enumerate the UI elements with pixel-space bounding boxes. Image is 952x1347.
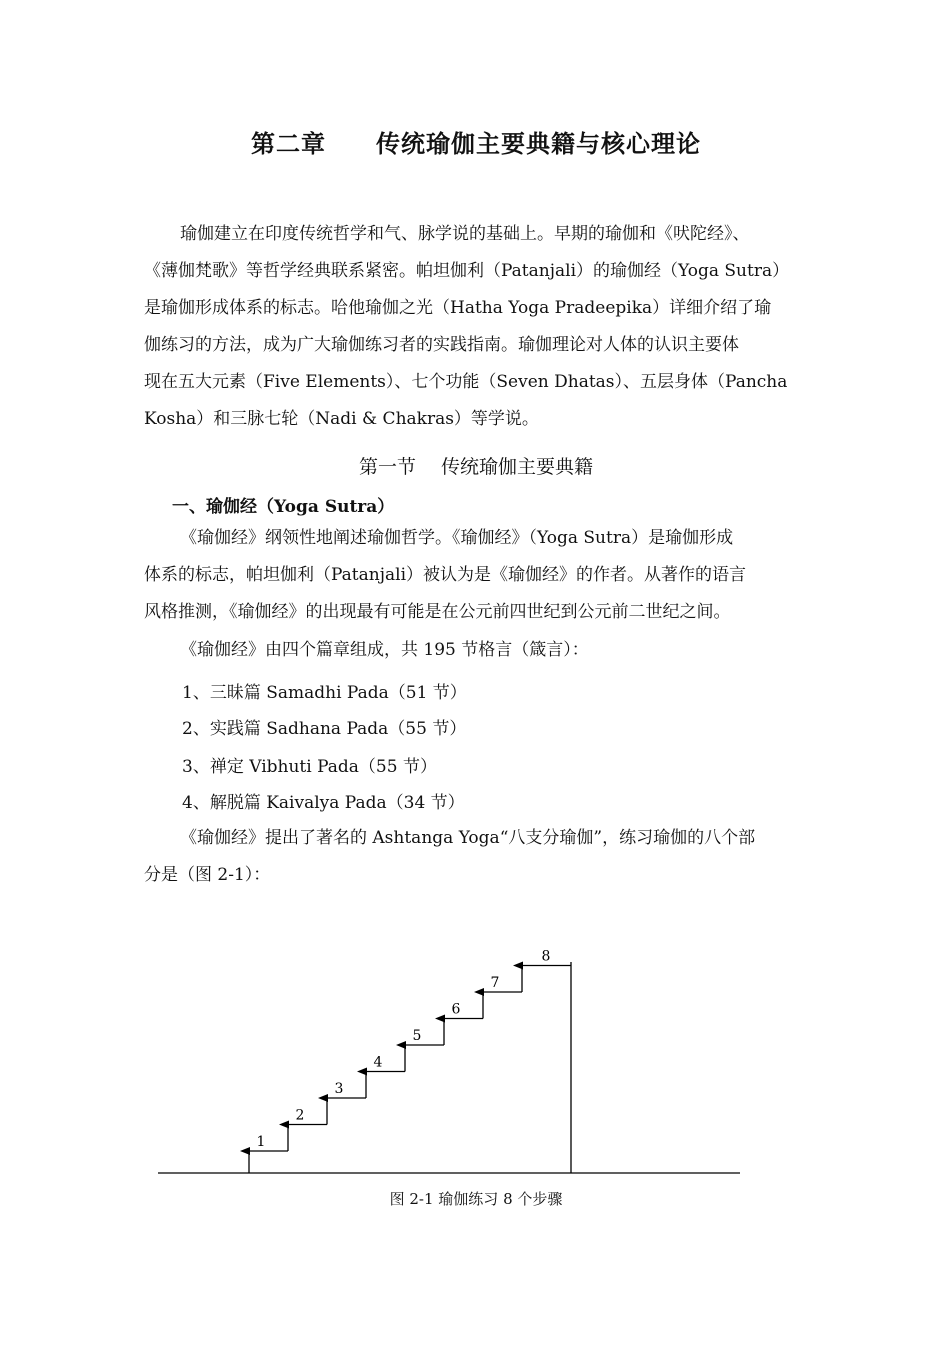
intro-line: 《薄伽梵歌》等哲学经典联系紧密。帕坦伽利（Patanjali）的瑜伽经（Yoga Sutra）: [144, 261, 790, 281]
intro-line: 现在五大元素（Five Elements）、七个功能（Seven Dhatas）、五层身体（Pancha: [144, 372, 788, 392]
subsection-title: 一、瑜伽经（Yoga Sutra）: [172, 497, 395, 517]
chapters-intro-paragraph: [144, 632, 812, 669]
intro-paragraph: [144, 216, 812, 438]
sutra-line: 风格推测，《瑜伽经》的出现最有可能是在公元前四世纪到公元前二世纪之间。: [144, 602, 731, 622]
steps-group: [249, 949, 571, 1174]
ashtanga-line: 分是（图 2-1）：: [144, 865, 271, 885]
sutra-line: 《瑜伽经》纲领性地阐述瑜伽哲学。《瑜伽经》（Yoga Sutra）是瑜伽形成: [180, 528, 734, 548]
intro-line: 瑜伽建立在印度传统哲学和气、脉学说的基础上。早期的瑜伽和《吠陀经》、: [180, 224, 750, 244]
step-label: 4: [373, 1054, 383, 1071]
staircase-figure: [150, 940, 750, 1185]
list-item: 4、解脱篇 Kaivalya Pada（34 节）: [182, 793, 465, 813]
step-label: 8: [541, 948, 551, 965]
ashtanga-line: 《瑜伽经》提出了著名的 Ashtanga Yoga“八支分瑜伽”，练习瑜伽的八个部: [180, 828, 756, 848]
sutra-paragraph: [144, 520, 812, 631]
list-item: 3、禅定 Vibhuti Pada（55 节）: [182, 757, 437, 777]
intro-line: 伽练习的方法，成为广大瑜伽练习者的实践指南。瑜伽理论对人体的认识主要体: [144, 335, 739, 355]
list-item: 1、三昧篇 Samadhi Pada（51 节）: [182, 683, 467, 703]
step-label: 5: [412, 1028, 422, 1044]
chapters-intro: 《瑜伽经》由四个篇章组成，共 195 节格言（箴言）：: [180, 640, 589, 660]
step-label: 7: [490, 975, 500, 991]
intro-line: Kosha）和三脉七轮（Nadi & Chakras）等学说。: [144, 409, 539, 429]
figure-caption: 图 2-1 瑜伽练习 8 个步骤: [389, 1190, 563, 1208]
sutra-line: 体系的标志，帕坦伽利（Patanjali）被认为是《瑜伽经》的作者。从著作的语言: [144, 565, 747, 585]
step-label: 3: [334, 1081, 344, 1097]
step-label: 6: [451, 1001, 461, 1018]
ashtanga-paragraph: [144, 820, 812, 894]
section-title: 第一节 传统瑜伽主要典籍: [358, 456, 594, 478]
step-label: 1: [256, 1134, 266, 1150]
intro-line: 是瑜伽形成体系的标志。哈他瑜伽之光（Hatha Yoga Pradeepika）详细介绍了瑜: [144, 298, 772, 318]
chapter-title: 第二章 传统瑜伽主要典籍与核心理论: [251, 130, 701, 158]
step-label: 2: [295, 1107, 305, 1124]
list-item: 2、实践篇 Sadhana Pada（55 节）: [182, 719, 467, 739]
